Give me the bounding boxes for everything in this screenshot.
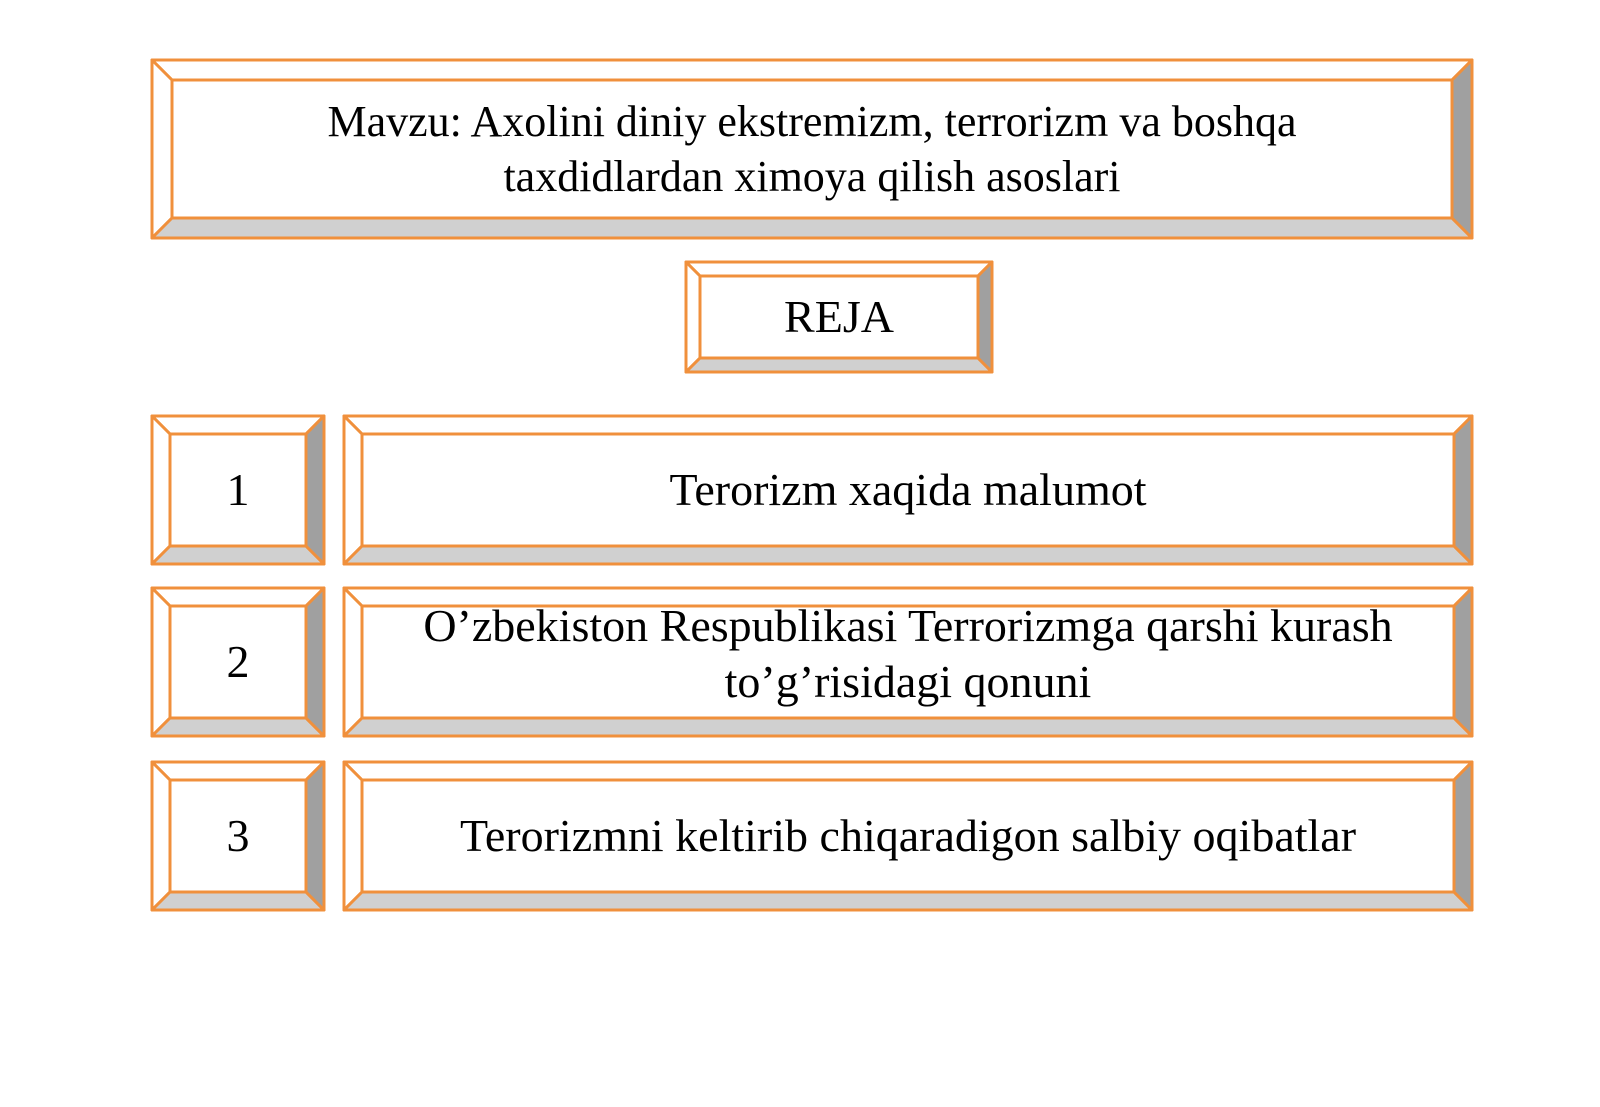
item-text-3-line-1: Terorizmni keltirib chiqaradigon salbiy oqibatlar [459, 810, 1357, 862]
item-number-box-3 [152, 762, 324, 910]
item-text-1-line-1: Terorizm xaqida malumot [669, 464, 1147, 516]
title-box [152, 60, 1472, 238]
bevel-bottom [686, 358, 992, 372]
item-text-2-line-1: O’zbekiston Respublikasi Terrorizmga qarshi kurash [423, 599, 1393, 651]
bevel-right [306, 762, 324, 910]
bevel-bottom [344, 892, 1472, 910]
bevel-right [1454, 416, 1472, 564]
bevel-top [152, 60, 1472, 80]
bevel-top [686, 262, 992, 276]
bevel-bottom [152, 718, 324, 736]
bevel-left [152, 416, 170, 564]
item-text-2-line-2: to’g’risidagi qonuni [724, 656, 1092, 707]
bevel-top [152, 416, 324, 434]
title-line-2: taxdidlardan ximoya qilish asoslari [503, 152, 1121, 201]
bevel-right [306, 416, 324, 564]
item-number-1: 1 [226, 464, 250, 516]
bevel-left [686, 262, 700, 372]
bevel-left [152, 762, 170, 910]
bevel-right [978, 262, 992, 372]
item-text-3 [362, 780, 1454, 892]
bevel-top [152, 762, 324, 780]
bevel-top [344, 416, 1472, 434]
item-number-3: 3 [226, 810, 250, 862]
bevel-top [152, 588, 324, 606]
item-number-2: 2 [226, 636, 250, 688]
item-text-box-3 [344, 762, 1472, 910]
bevel-left [344, 416, 362, 564]
plan-label-box [686, 262, 992, 372]
item-text-2 [350, 590, 1466, 718]
plan-label: REJA [784, 291, 894, 343]
bevel-top [344, 762, 1472, 780]
item-text-1 [362, 434, 1454, 546]
title-line-1: Mavzu: Axolini diniy ekstremizm, terrorizm va boshqa [327, 97, 1297, 146]
title-text [172, 80, 1452, 218]
bevel-right [1452, 60, 1472, 238]
bevel-left [152, 60, 172, 238]
item-text-box-2 [344, 588, 1472, 736]
bevel-left [152, 588, 170, 736]
bevel-bottom [152, 892, 324, 910]
bevel-left [344, 762, 362, 910]
item-number-box-1 [152, 416, 324, 564]
bevel-bottom [344, 718, 1472, 736]
bevel-right [1454, 762, 1472, 910]
bevel-bottom [152, 546, 324, 564]
bevel-right [306, 588, 324, 736]
item-text-box-1 [344, 416, 1472, 564]
bevel-bottom [152, 218, 1472, 238]
item-number-box-2 [152, 588, 324, 736]
bevel-bottom [344, 546, 1472, 564]
